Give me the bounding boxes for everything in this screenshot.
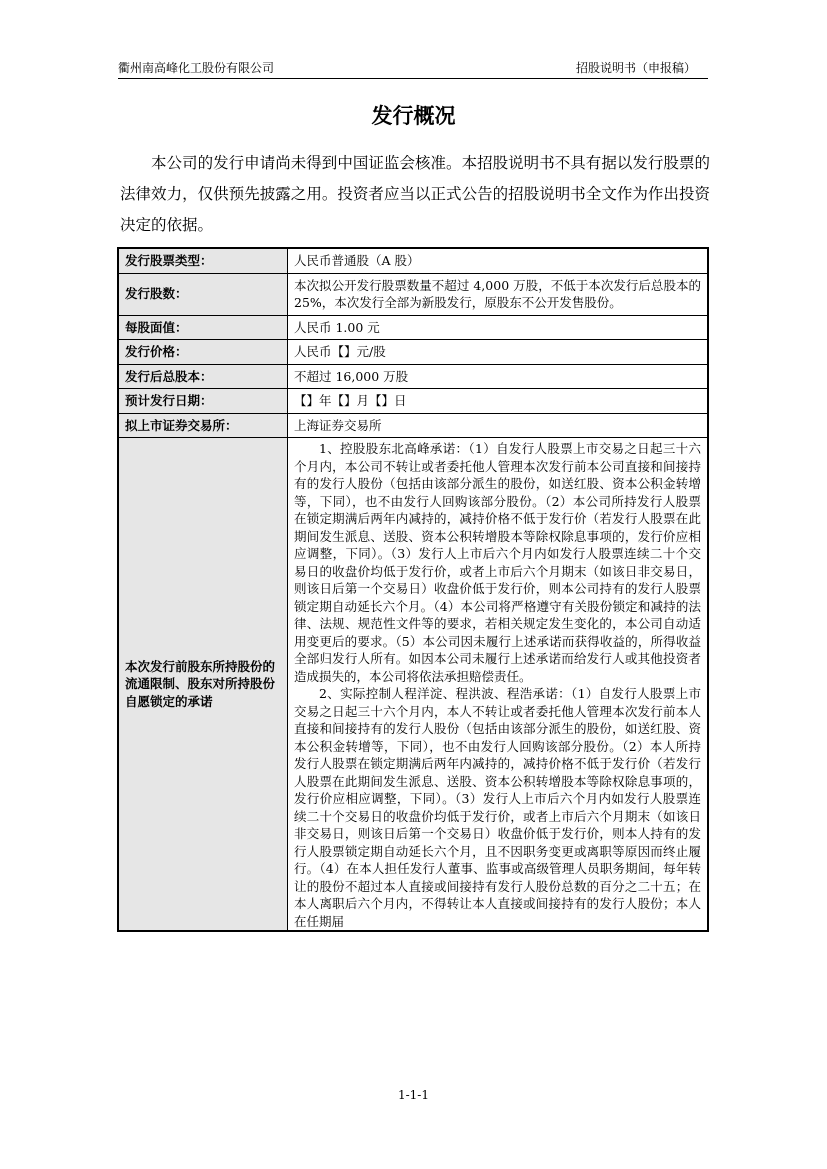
page-header	[118, 56, 708, 79]
row-label: 发行价格：	[118, 340, 288, 365]
row-value: 不超过 16,000 万股	[288, 364, 709, 389]
table-row	[118, 340, 708, 365]
offering-info-table	[117, 247, 709, 932]
intro-paragraph: 本公司的发行申请尚未得到中国证监会核准。本招股说明书不具有据以发行股票的法律效力，仅供预先披露之用。投资者应当以正式公告的招股说明书全文作为作出投资决定的依据。	[120, 154, 710, 234]
lockup-commitment-actual-controllers: 2、实际控制人程洋淀、程洪波、程浩承诺：（1）自发行人股票上市交易之日起三十六个月内，本人不转让或者委托他人管理本次发行前本人直接和间接持有的发行人股份（包括由该部分派生的股份，如送红股、资本公积金转增等，下同），也不由发行人回购该部分股份。（2）本人所持发行人股票在锁定期满后两年内减持的，减持价格不低于发行价（若发行人股票在此期间发生派息、送股、资本公积转增股本等除权除息事项的，发行价应相应调整，下同）。（3）发行人上市后六个月内如发行人股票连续二十个交易日的收盘价均低于发行价，或者上市后六个月期末（如该日非交易日，则该日后第一个交易日）收盘价低于发行价，则本人持有的发行人股票锁定期自动延长六个月，且不因职务变更或离职等原因而终止履行。（4）在本人担任发行人董事、监事或高级管理人员职务期间，每年转让的股份不超过本人直接或间接持有发行人股份总数的百分之二十五；在本人离职后六个月内，不得转让本人直接或间接持有的发行人股份；本人在任期届	[294, 686, 701, 929]
row-label: 发行后总股本：	[118, 364, 288, 389]
table-row	[118, 315, 708, 340]
table-row	[118, 364, 708, 389]
table-row	[118, 273, 708, 315]
header-document-type: 招股说明书（申报稿）	[575, 61, 696, 75]
lockup-label: 本次发行前股东所持股份的流通限制、股东对所持股份自愿锁定的承诺	[118, 438, 288, 932]
row-label: 预计发行日期：	[118, 389, 288, 414]
page-title: 发行概况	[371, 104, 456, 128]
row-value: 【】年【】月【】日	[288, 389, 709, 414]
row-label: 发行股数：	[118, 273, 288, 315]
table-row	[118, 413, 708, 438]
lockup-commitments	[288, 438, 709, 932]
row-label: 每股面值：	[118, 315, 288, 340]
row-label: 发行股票类型：	[118, 248, 288, 273]
lockup-commitment-controlling-shareholder: 1、控股股东北高峰承诺：（1）自发行人股票上市交易之日起三十六个月内，本公司不转让或者委托他人管理本次发行前本公司直接和间接持有的发行人股份（包括由该部分派生的股份，如送红股、资本公积金转增等，下同），也不由发行人回购该部分股份。（2）本公司所持发行人股票在锁定期满后两年内减持的，减持价格不低于发行价（若发行人股票在此期间发生派息、送股、资本公积转增股本等除权除息事项的，发行价应相应调整，下同）。（3）发行人上市后六个月内如发行人股票连续二十个交易日的收盘价均低于发行价，或者上市后六个月期末（如该日非交易日，则该日后第一个交易日）收盘价低于发行价，则本公司持有的发行人股票锁定期自动延长六个月。（4）本公司将严格遵守有关股份锁定和减持的法律、法规、规范性文件等的要求，若相关规定发生变化的，本公司自动适用变更后的要求。（5）本公司因未履行上述承诺而获得收益的，所得收益全部归发行人所有。如因本公司未履行上述承诺而给发行人或其他投资者造成损失的，本公司将依法承担赔偿责任。	[294, 441, 701, 684]
table-row	[118, 248, 708, 273]
row-value: 人民币 1.00 元	[288, 315, 709, 340]
row-value: 人民币【】元/股	[288, 340, 709, 365]
page-number: 1-1-1	[397, 1088, 429, 1102]
table-row	[118, 389, 708, 414]
row-value: 本次拟公开发行股票数量不超过 4,000 万股，不低于本次发行后总股本的 25%，本次发行全部为新股发行，原股东不公开发售股份。	[288, 273, 709, 315]
row-value: 上海证券交易所	[288, 413, 709, 438]
header-company-name: 衢州南高峰化工股份有限公司	[118, 61, 275, 75]
row-value: 人民币普通股（A 股）	[288, 248, 709, 273]
row-label: 拟上市证券交易所：	[118, 413, 288, 438]
table-row-lockup	[118, 438, 708, 932]
